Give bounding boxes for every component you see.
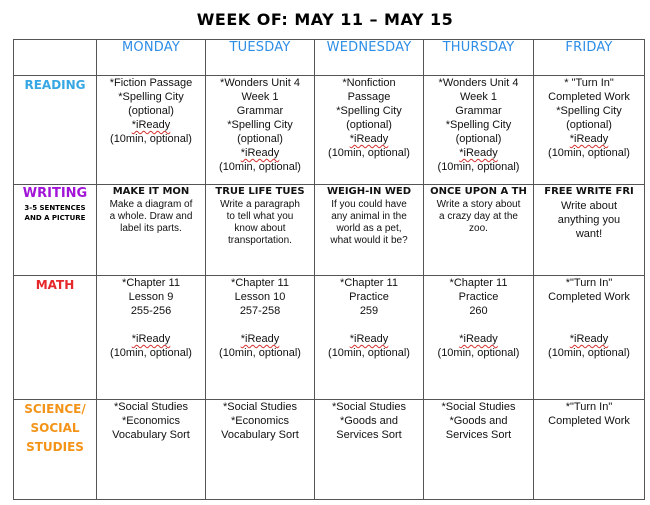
cell-line: Vocabulary Sort (221, 429, 299, 441)
writing-prompt-title: TRUE LIFE TUES (215, 186, 305, 197)
cell-line: (10min, optional) (328, 347, 410, 359)
cell-line (206, 318, 314, 332)
science-cell (97, 400, 206, 500)
cell-line: (10min, optional) (328, 147, 410, 159)
cell-line: (optional) (128, 105, 174, 117)
cell-line: *Chapter 11 (449, 277, 508, 289)
cell-line: (optional) (237, 133, 283, 145)
science-cell (206, 400, 315, 500)
subject-writing-sub1: 3-5 SENTENCES (24, 204, 86, 212)
writing-prompt-line: a whole. Draw and (109, 211, 193, 222)
math-cell (534, 276, 645, 400)
cell-line: *iReady (459, 147, 498, 159)
cell-line: Passage (347, 91, 391, 103)
subject-writing (14, 185, 97, 276)
reading-cell (97, 76, 206, 185)
writing-prompt-line: Write about (560, 200, 618, 212)
cell-line: *Chapter 11 (231, 277, 289, 289)
weekly-plan-table (13, 39, 645, 500)
cell-line: *Fiction Passage (109, 77, 193, 89)
writing-prompt-line: a crazy day at the (439, 211, 518, 222)
cell-line: Services Sort (445, 429, 512, 441)
day-header-monday: MONDAY (97, 40, 206, 76)
cell-line: 260 (469, 305, 488, 317)
reading-cell (424, 76, 534, 185)
reading-cell (534, 76, 645, 185)
cell-line (97, 318, 205, 332)
writing-cell (97, 185, 206, 276)
subject-reading-label: READING (24, 78, 86, 92)
writing-prompt-line: any animal in the (331, 211, 407, 222)
cell-line: (10min, optional) (548, 147, 630, 159)
cell-line: *Spelling City (336, 105, 402, 117)
cell-line: *iReady (569, 333, 609, 345)
cell-line: *Spelling City (118, 91, 184, 103)
cell-line: (10min, optional) (219, 161, 301, 173)
subject-math (14, 276, 97, 400)
subject-math-label: MATH (35, 278, 75, 292)
science-cell (424, 400, 534, 500)
cell-line: *"Turn In" (565, 277, 613, 289)
cell-line: *iReady (349, 133, 389, 145)
cell-line: *Wonders Unit 4 (438, 77, 519, 89)
writing-prompt-line: label its parts. (120, 223, 182, 234)
cell-line: *Spelling City (227, 119, 293, 131)
cell-line: Grammar (236, 105, 284, 117)
cell-line: Practice (458, 291, 499, 303)
reading-row (14, 76, 645, 185)
page-title (0, 10, 650, 29)
day-header-tuesday: TUESDAY (206, 40, 315, 76)
cell-line: *Social Studies (332, 401, 406, 413)
cell-line: (optional) (455, 133, 502, 145)
cell-line: 255-256 (130, 305, 172, 317)
cell-line: *iReady (131, 333, 171, 345)
cell-line: (10min, optional) (437, 347, 520, 359)
cell-line: (optional) (566, 119, 612, 131)
subject-science-label-2: SOCIAL (30, 421, 80, 435)
writing-prompt-line: what would it be? (330, 235, 408, 246)
writing-prompt-title: MAKE IT MON (112, 186, 190, 197)
math-row (14, 276, 645, 400)
cell-line (424, 318, 533, 332)
math-cell (315, 276, 424, 400)
math-cell (424, 276, 534, 400)
science-cell (315, 400, 424, 500)
writing-cell (534, 185, 645, 276)
writing-prompt-title: ONCE UPON A TH (430, 186, 527, 197)
day-header-wednesday: WEDNESDAY (315, 40, 424, 76)
cell-line: *Economics (121, 415, 181, 427)
subject-science-label-1: SCIENCE/ (24, 402, 86, 416)
cell-line: Vocabulary Sort (112, 429, 190, 441)
math-cell (206, 276, 315, 400)
cell-line: (10min, optional) (548, 347, 630, 359)
cell-line: *iReady (240, 333, 280, 345)
cell-line: *Economics (230, 415, 290, 427)
writing-prompt-line: want! (575, 228, 603, 240)
cell-line: *iReady (240, 147, 280, 159)
writing-prompt-line: anything you (557, 214, 621, 226)
cell-line: Lesson 9 (128, 291, 174, 303)
subject-science-label-3: STUDIES (26, 440, 84, 454)
cell-line: *Spelling City (556, 105, 622, 117)
cell-line: Grammar (455, 105, 502, 117)
writing-cell (424, 185, 534, 276)
reading-cell (206, 76, 315, 185)
writing-prompt-line: Write a paragraph (220, 199, 300, 210)
writing-prompt-title: WEIGH-IN WED (326, 186, 412, 197)
cell-line: Lesson 10 (234, 291, 286, 303)
cell-line (534, 304, 644, 318)
writing-prompt-line: to tell what you (226, 211, 294, 222)
science-social-studies-row (14, 400, 645, 500)
cell-line: *"Turn In" (565, 401, 613, 413)
cell-line: *Social Studies (441, 401, 516, 413)
cell-line: (10min, optional) (110, 133, 192, 145)
math-cell (97, 276, 206, 400)
writing-prompt-line: Make a diagram of (109, 199, 193, 210)
cell-line: Services Sort (336, 429, 402, 441)
cell-line: Practice (349, 291, 389, 303)
writing-prompt-line: zoo. (469, 223, 488, 234)
cell-line: (10min, optional) (219, 347, 301, 359)
writing-prompt-title: FREE WRITE FRI (544, 186, 634, 197)
title-dash: – (369, 10, 379, 29)
cell-line: *iReady (131, 119, 171, 131)
day-header-friday: FRIDAY (534, 40, 645, 76)
title-week-end: MAY 15 (384, 10, 454, 29)
writing-prompt-line: world as a pet, (336, 223, 402, 234)
cell-line: Completed Work (548, 415, 630, 427)
subject-reading (14, 76, 97, 185)
cell-line (315, 318, 423, 332)
cell-line: (optional) (346, 119, 392, 131)
writing-row (14, 185, 645, 276)
cell-line: *Chapter 11 (340, 277, 398, 289)
cell-line: *Nonfiction (342, 77, 396, 89)
corner-cell (14, 40, 97, 76)
science-cell (534, 400, 645, 500)
subject-writing-label: WRITING (22, 186, 88, 201)
writing-cell (206, 185, 315, 276)
cell-line: * "Turn In" (564, 77, 614, 89)
cell-line: *iReady (349, 333, 389, 345)
cell-line: *iReady (459, 333, 498, 345)
cell-line: *Wonders Unit 4 (220, 77, 300, 89)
writing-prompt-line: know about (234, 223, 286, 234)
day-header-row (14, 40, 645, 76)
writing-prompt-line: Write a story about (436, 199, 521, 210)
writing-prompt-line: If you could have (331, 199, 407, 210)
cell-line: *Social Studies (223, 401, 297, 413)
cell-line: *Chapter 11 (122, 277, 180, 289)
cell-line: (10min, optional) (110, 347, 192, 359)
writing-prompt-line: transportation. (228, 235, 292, 246)
subject-writing-sub2: AND A PICTURE (24, 214, 86, 222)
cell-line: Completed Work (548, 291, 630, 303)
cell-line: *Goods and (339, 415, 399, 427)
title-week-start: WEEK OF: MAY 11 (196, 10, 364, 29)
cell-line: 257-258 (239, 305, 281, 317)
cell-line: *Spelling City (445, 119, 512, 131)
cell-line: *Social Studies (114, 401, 188, 413)
cell-line: Week 1 (459, 91, 498, 103)
day-header-thursday: THURSDAY (424, 40, 534, 76)
cell-line: 259 (359, 305, 379, 317)
writing-cell (315, 185, 424, 276)
subject-science (14, 400, 97, 500)
cell-line: (10min, optional) (437, 161, 520, 173)
cell-line: *Goods and (449, 415, 508, 427)
cell-line: Week 1 (241, 91, 279, 103)
reading-cell (315, 76, 424, 185)
cell-line (534, 318, 644, 332)
cell-line: *iReady (569, 133, 609, 145)
cell-line: Completed Work (548, 91, 630, 103)
